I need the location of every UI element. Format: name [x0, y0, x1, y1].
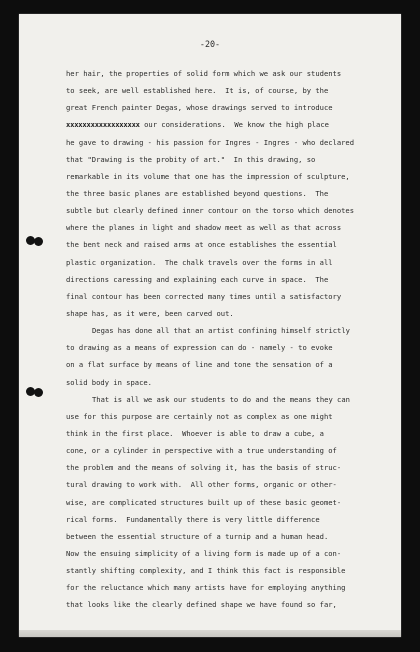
paragraph	[66, 391, 396, 614]
text-line: tural drawing to work with. All other forms, organic or other-	[66, 480, 337, 490]
text-line: use for this purpose are certainly not as complex as one might	[66, 411, 333, 421]
paragraph	[66, 65, 396, 322]
text-line: subtle but clearly defined inner contour on the torso which denotes	[66, 206, 355, 216]
text-line: that "Drawing is the probity of art." In this drawing, so	[66, 154, 316, 164]
text-line: her hair, the properties of solid form which we ask our students	[66, 69, 342, 78]
text-line: cone, or a cylinder in perspective with a true understanding of	[66, 446, 337, 456]
text-line: for the reluctance which many artists have for employing anything	[66, 583, 346, 593]
text-line: the three basic planes are established beyond questions. The	[66, 188, 329, 198]
text-line: where the planes in light and shadow meet as well as that across	[66, 223, 342, 233]
text-line: Now the ensuing simplicity of a living form is made up of a con-	[66, 548, 342, 558]
document-body	[66, 65, 396, 614]
page-bottom-edge	[19, 630, 401, 637]
text-line: great French painter Degas, whose drawings served to introduce	[66, 103, 333, 113]
paragraph	[66, 322, 396, 391]
punch-hole	[34, 388, 43, 397]
text-line: to seek, are well established here. It is, of course, by the	[66, 86, 329, 96]
text-line: the bent neck and raised arms at once establishes the essential	[66, 240, 337, 250]
text-line: he gave to drawing - his passion for Ingres - Ingres - who declared	[66, 137, 355, 147]
text-line: remarkable in its volume that one has the impression of sculpture,	[66, 171, 350, 181]
text-line: stantly shifting complexity, and I think this fact is responsible	[66, 566, 346, 576]
document-page	[19, 14, 401, 637]
text-line: think in the first place. Whoever is able to draw a cube, a	[66, 428, 324, 438]
text-line: directions caressing and explaining each curve in space. The	[66, 274, 329, 284]
text-line: solid body in space.	[66, 377, 152, 387]
text-line: that looks like the clearly defined shape we have found so far,	[66, 600, 337, 610]
text-line: Degas has done all that an artist confining himself strictly	[92, 326, 350, 336]
text-line: to drawing as a means of expression can do - namely - to evoke	[66, 343, 333, 353]
text-line: between the essential structure of a turnip and a human head.	[66, 531, 329, 541]
text-line: on a flat surface by means of line and tone the sensation of a	[66, 360, 333, 370]
text-line: That is all we ask our students to do and the means they can	[92, 394, 350, 404]
page-number: -20-	[199, 39, 221, 49]
struck-out-text: xxxxxxxxxxxxxxxxxx	[66, 120, 140, 130]
text-line: xxxxxxxxxxxxxxxxxx our considerations. We know the high place	[66, 120, 329, 130]
text-line: wise, are complicated structures built up of these basic geomet-	[66, 497, 342, 507]
text-line: the problem and the means of solving it, has the basis of struc-	[66, 463, 342, 473]
punch-hole	[34, 237, 43, 246]
text-line: shape has, as it were, been carved out.	[66, 308, 234, 318]
text-line: rical forms. Fundamentally there is very little difference	[66, 514, 320, 524]
text-line: plastic organization. The chalk travels over the forms in all	[66, 257, 333, 267]
text-line: final contour has been corrected many times until a satisfactory	[66, 291, 342, 301]
